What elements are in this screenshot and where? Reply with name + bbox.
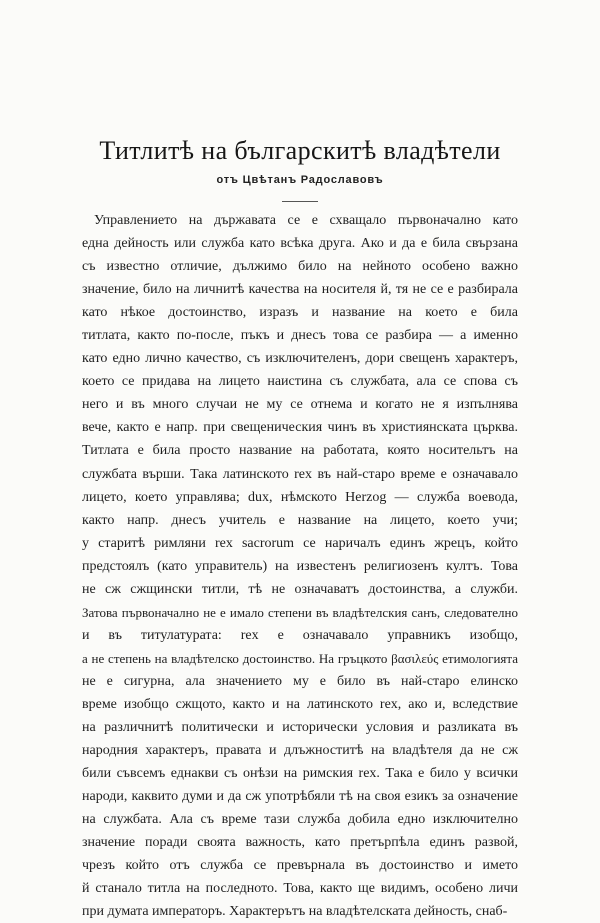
text-line: Титлата е била просто название на работата, която носительтъ на [82, 443, 518, 459]
text-line: него и въ много случаи не му се отнема и когато не я изпълнява [82, 397, 518, 413]
text-line: съ известно отличие, дължимо било на нейното особено важно [82, 259, 518, 275]
text-line: и въ титулатурата: rex е означавало управникъ изобщо, [82, 627, 518, 643]
text-line: Затова първоначално не е имало степени въ владѣтелския санъ, следователно [82, 604, 518, 620]
text-line: Управлението на държавата се е схващало първоначално като [94, 213, 518, 228]
text-line: били съвсемъ еднакви съ онѣзи на римския rex. Така е било у всички [82, 766, 518, 782]
text-line: време изобщо сжщото, както и на латинското rex, ако и, вследствие [82, 696, 518, 712]
text-line: при думата императоръ. Характерътъ на владѣтелската дейность, снаб- [82, 904, 508, 920]
text-line: у старитѣ римляни rex sacrorum се наричалъ единъ жрецъ, който [82, 535, 518, 551]
text-line: не сж сжщински титли, тѣ не означаватъ достоинства, а служби. [82, 581, 518, 597]
text-line: й станало титла на последното. Това, както ще видимъ, особено личи [82, 881, 518, 897]
text-line: значение, било на личнитѣ качества на носителя й, тя не се е разбирала [82, 282, 518, 298]
text-line: на различнитѣ политически и исторически условия и разликата въ [82, 720, 518, 736]
text-line: чрезъ който отъ служба се превърнала въ достоинство и името [82, 858, 518, 874]
text-line: на службата. Ала съ време тази служба добила едно изключително [82, 812, 518, 828]
text-line: което се придава на лицето наистина съ службата, ала се спова съ [82, 374, 518, 390]
text-line: не е сигурна, ала значението му е било въ най-старо елинско [82, 673, 518, 689]
body-paragraph [82, 209, 518, 923]
text-line: една дейность или служба като всѣка друга. Ако и да е била свързана [82, 236, 518, 252]
text-line: титлата, както по-после, пъкъ и днесъ това се разбира — а именно [82, 328, 518, 344]
title-divider [282, 201, 318, 202]
text-line: значение поради своята важность, като претърпѣла единъ развой, [82, 835, 518, 851]
text-line: предстоялъ (като управитель) на известенъ религиозенъ култъ. Това [82, 558, 518, 574]
text-line: народния характеръ, правата и длъжноститѣ на владѣтеля да не сж [82, 743, 518, 759]
text-line: службата върши. Така латинското rex въ най-старо време е означавало [82, 466, 518, 482]
text-line: като нѣкое достоинство, изразъ и название на което е била [82, 305, 518, 321]
text-line: както напр. днесъ учитель е название на лицето, което учи; [82, 512, 518, 528]
text-line: като едно лично качество, съ изключителенъ, дори свещенъ характеръ, [82, 351, 518, 367]
text-line: народи, каквито думи и да сж употрѣбяли тѣ на своя езикъ за означение [82, 789, 518, 805]
author-byline: отъ Цвѣтанъ Радославовъ [216, 174, 384, 186]
text-line: а не степень на владѣтелско достоинство. На гръцкото βασιλεύς етимологията [82, 650, 518, 666]
document-title: Титлитѣ на българскитѣ владѣтели [99, 136, 501, 165]
text-line: лицето, което управлява; dux, нѣмското Herzog — служба воевода, [82, 489, 518, 505]
text-line: вече, както е напр. при свещеническия чинъ въ християнската църква. [82, 420, 518, 436]
